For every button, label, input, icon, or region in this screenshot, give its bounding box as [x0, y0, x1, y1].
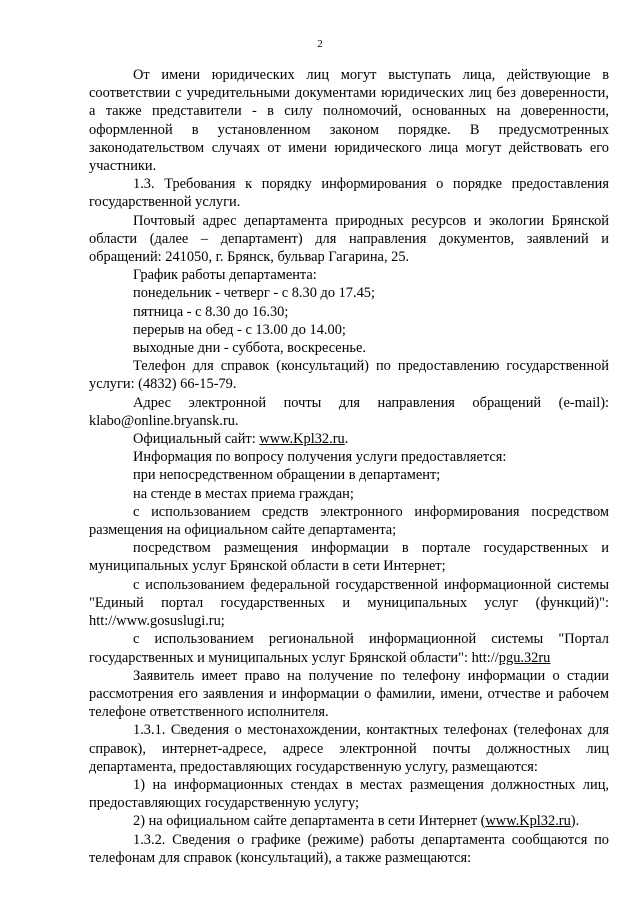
paragraph-schedule-heading: График работы департамента: [133, 267, 317, 284]
page-number: 2 [317, 38, 323, 50]
paragraph-phone: Телефон для справок (консультаций) по предоставлению государственной услуги: (4832) 66-15-79. [89, 358, 609, 393]
official-site-link[interactable]: www.Kpl32.ru [259, 431, 345, 448]
paragraph-section-1-3-1: 1.3.1. Сведения о местонахождении, контактных телефонах (телефонах для справок), интернет-адресе, адресе электронной почты должностных лиц департамента, предоставляющих государственную услугу, размещаются: [89, 722, 609, 775]
info-channel-regional-portal: посредством размещения информации в портале государственных и муниципальных услуг Брянской области в сети Интернет; [89, 540, 609, 575]
paragraph-section-1-3: 1.3. Требования к порядку информирования о порядке предоставления государственной услуги. [89, 176, 609, 211]
info-channel-direct: при непосредственном обращении в департамент; [133, 467, 441, 484]
schedule-lunch-break: перерыв на обед - с 13.00 до 14.00; [133, 321, 346, 338]
internet-site-suffix: ). [570, 813, 580, 830]
paragraph-applicant-rights: Заявитель имеет право на получение по телефону информации о стадии рассмотрения его заявления и информации о фамилии, имени, отчестве и рабочем телефоне ответственного исполнителя. [89, 667, 609, 721]
info-channel-federal-portal: с использованием федеральной государственной информационной системы "Единый портал государственных и муниципальных услуг (функций)": htt://www.gosuslugi.ru; [89, 576, 609, 630]
list-item-internet-site [89, 812, 609, 830]
internet-site-prefix: 2) на официальном сайте департамента в сети Интернет ( [133, 813, 486, 830]
paragraph-postal-address: Почтовый адрес департамента природных ресурсов и экологии Брянской области (далее – департамент) для направления документов, заявлений и обращений: 241050, г. Брянск, бульвар Гагарина, 25. [89, 212, 609, 266]
paragraph-info-provided: Информация по вопросу получения услуги предоставляется: [133, 449, 507, 466]
official-site-suffix: . [344, 431, 349, 448]
regional-system-text: с использованием региональной информационной системы "Портал государственных и муниципальных услуг Брянской области": htt:// [89, 631, 609, 666]
internet-site-link[interactable]: www.Kpl32.ru [485, 813, 571, 830]
regional-portal-link[interactable]: pgu.32ru [498, 649, 551, 666]
schedule-days-off: выходные дни - суббота, воскресенье. [133, 340, 366, 357]
schedule-friday: пятница - с 8.30 до 16.30; [133, 303, 289, 320]
info-channel-website: с использованием средств электронного информирования посредством размещения на официальном сайте департамента; [89, 503, 609, 539]
paragraph-email: Адрес электронной почты для направления обращений (e-mail): klabo@online.bryansk.ru. [89, 394, 609, 429]
schedule-mon-thu: понедельник - четверг - с 8.30 до 17.45; [133, 285, 375, 302]
list-item-info-stands: 1) на информационных стендах в местах размещения должностных лиц, предоставляющих государственную услугу; [89, 776, 609, 812]
document-body [89, 66, 609, 867]
paragraph-official-site [89, 430, 609, 448]
paragraph-section-1-3-2: 1.3.2. Сведения о графике (режиме) работы департамента сообщаются по телефонам для справок (консультаций), а также размещаются: [89, 831, 609, 866]
paragraph-legal-representatives: От имени юридических лиц могут выступать лица, действующие в соответствии с учредительными документами юридических лиц без доверенности, а также представители - в силу полномочий, основанных на доверенности, оформленной в установленном законом порядке. В предусмотренных законодательством случаях от имени юридического лица могут действовать его участники. [89, 67, 609, 175]
official-site-prefix: Официальный сайт: [133, 431, 260, 448]
info-channel-stand: на стенде в местах приема граждан; [133, 485, 354, 502]
info-channel-regional-system [89, 630, 609, 666]
